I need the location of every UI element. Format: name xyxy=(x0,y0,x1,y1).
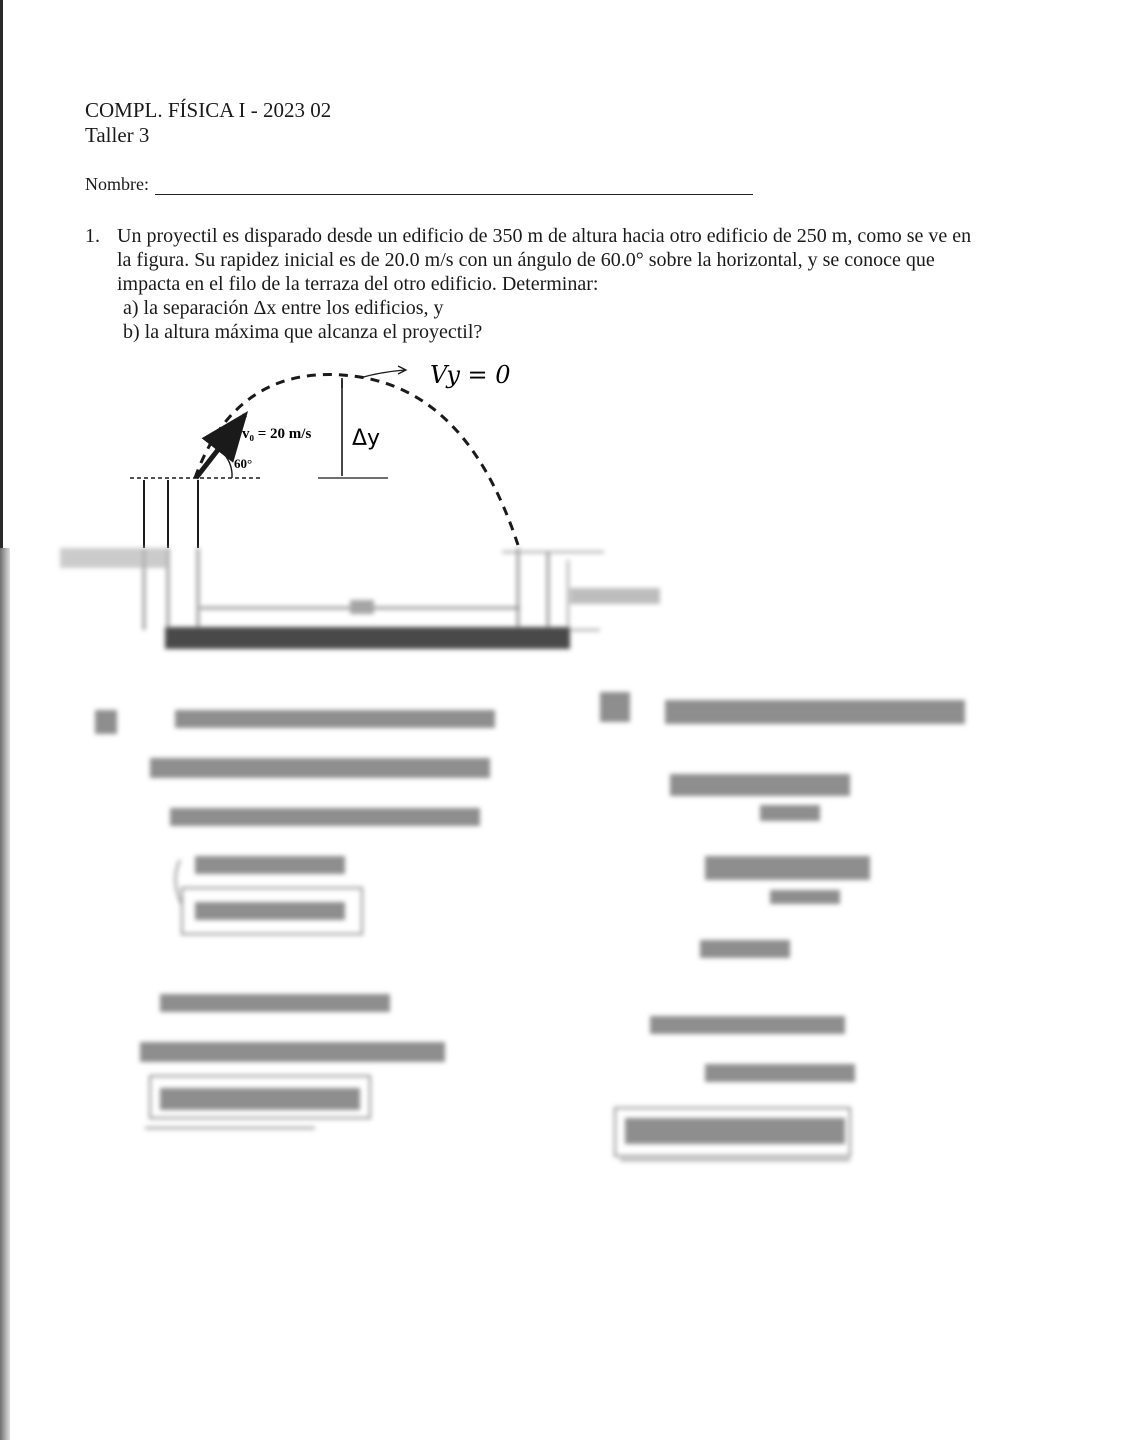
name-label: Nombre: xyxy=(85,174,149,194)
dy-label: Δy xyxy=(352,426,381,451)
course-title: COMPL. FÍSICA I - 2023 02 xyxy=(85,98,332,122)
ground-bar xyxy=(165,627,570,649)
angle-arc xyxy=(224,454,232,478)
vy-label: Vy = 0 xyxy=(430,361,511,389)
item-a: a) la separación Δx entre los edificios, y xyxy=(123,297,444,319)
trajectory-sharp xyxy=(130,361,518,548)
statement-line: Un proyectil es disparado desde un edificio de 350 m de altura hacia otro edificio de 250 m, como se ve en xyxy=(117,225,972,247)
angle-label: 60° xyxy=(234,456,253,471)
v0-label: v₀ = 20 m/s xyxy=(242,426,312,442)
statement-line: la figura. Su rapidez inicial es de 20.0 m/s con un ángulo de 60.0° sobre la horizontal, y se conoce que xyxy=(117,249,935,271)
item-b: b) la altura máxima que alcanza el proyectil? xyxy=(123,321,483,343)
workshop-title: Taller 3 xyxy=(85,123,150,147)
statement-line: impacta en el filo de la terraza del otro edificio. Determinar: xyxy=(117,273,599,295)
problem-number: 1. xyxy=(85,225,100,247)
blurred-solution-region xyxy=(60,548,965,1160)
